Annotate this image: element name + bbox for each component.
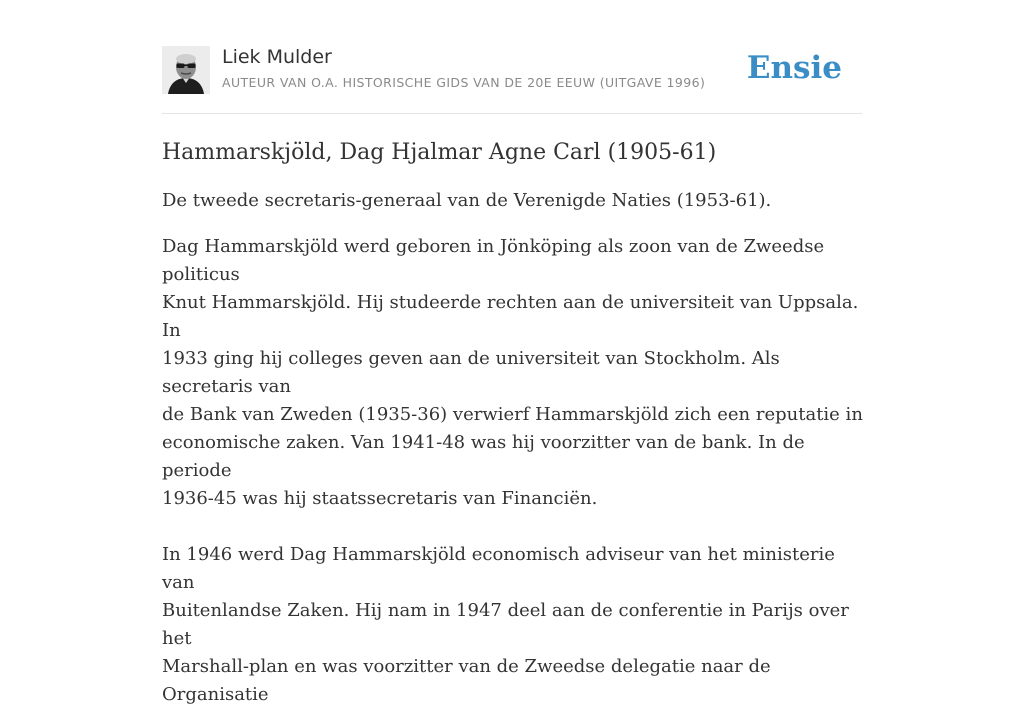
- author-subtitle: AUTEUR VAN O.A. HISTORISCHE GIDS VAN DE 20E EEUW (UITGAVE 1996): [222, 75, 706, 90]
- author-header: [162, 46, 862, 96]
- article-paragraph: In 1946 werd Dag Hammarskjöld economisch adviseur van het ministerie van Buitenlandse Zaken. Hij nam in 1947 deel aan de conferentie in Parijs over het Marshall-plan en was voorzitter van de Zweedse delegatie naar de Organisatie: [162, 544, 849, 705]
- article-lead: De tweede secretaris-generaal van de Verenigde Naties (1953-61).: [162, 190, 772, 211]
- article-title: Hammarskjöld, Dag Hjalmar Agne Carl (1905-61): [162, 140, 717, 165]
- header-divider: [162, 113, 862, 114]
- article-content: [162, 137, 867, 709]
- avatar[interactable]: [162, 46, 210, 94]
- article-paragraph: Dag Hammarskjöld werd geboren in Jönköping als zoon van de Zweedse politicus Knut Hammarskjöld. Hij studeerde rechten aan de universiteit van Uppsala. In 1933 ging hij colleges geven aan de universiteit van Stockholm. Als secretaris van de Bank van Zweden (1935-36) verwierf Hammarskjöld zich een reputatie in economische zaken. Van 1941-48 was hij voorzitter van de bank. In de periode 1936-45 was hij staatssecretaris van Financiën.: [162, 236, 863, 509]
- ensie-logo[interactable]: Ensie: [746, 50, 842, 86]
- author-name[interactable]: Liek Mulder: [222, 46, 332, 68]
- author-photo-icon: [162, 46, 210, 94]
